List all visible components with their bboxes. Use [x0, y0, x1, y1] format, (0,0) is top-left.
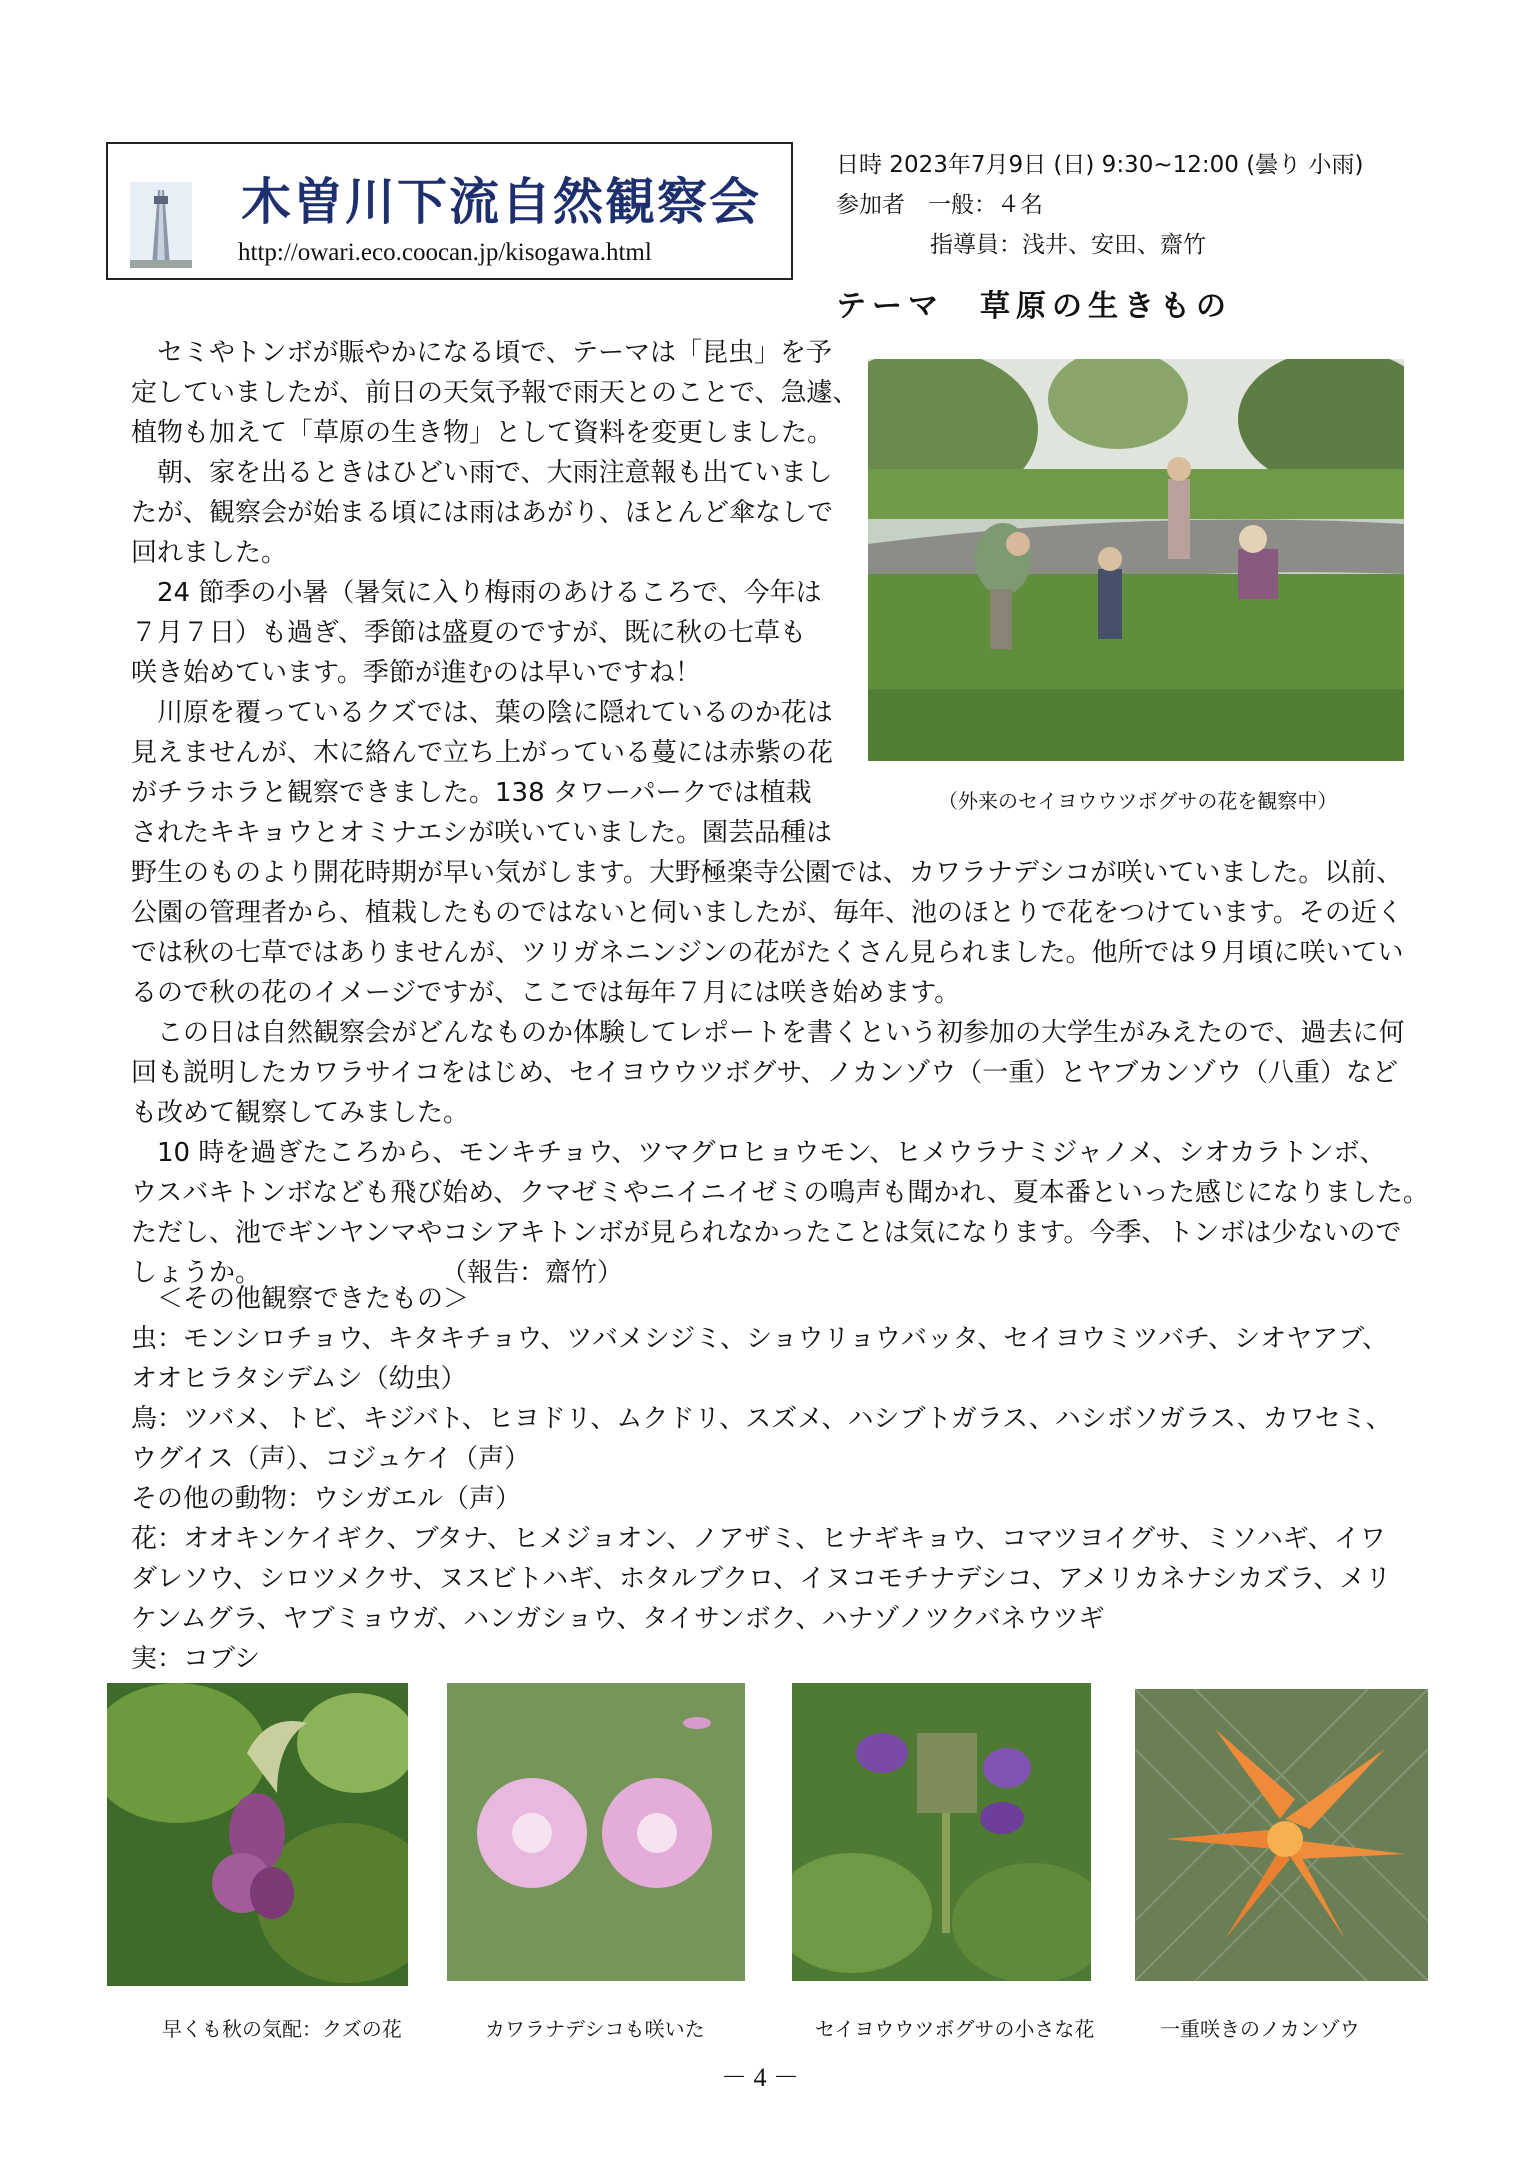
observations-heading: ＜その他観察できたもの＞ [131, 1284, 470, 1314]
report-line: 川原を覆っているクズでは、葉の陰に隠れているのか花は [131, 698, 833, 728]
event-participants: 参加者 一般：４名 [836, 192, 1043, 218]
report-line: たが、観察会が始まる頃には雨はあがり、ほとんど傘なしで [131, 498, 834, 528]
report-line: 見えませんが、木に絡んで立ち上がっている蔓には赤紫の花 [131, 738, 834, 768]
report-line: るので秋の花のイメージですが、ここでは毎年７月には咲き始めます。 [131, 978, 961, 1008]
report-body [131, 333, 1429, 1293]
observation-line: 実：コブシ [131, 1644, 260, 1674]
observation-line: 鳥：ツバメ、トビ、キジバト、ヒヨドリ、ムクドリ、スズメ、ハシブトガラス、ハシボソガラス、カワセミ、 [131, 1404, 1392, 1434]
report-line: 朝、家を出るときはひどい雨で、大雨注意報も出ていまし [131, 458, 833, 488]
page-number: － 4 － [721, 2063, 800, 2092]
photo-caption: セイヨウウツボグサの小さな花 [815, 2017, 1095, 2041]
report-line: も改めて観察してみました。 [131, 1098, 470, 1128]
observation-line: 虫：モンシロチョウ、キタキチョウ、ツバメシジミ、ショウリョウバッタ、セイヨウミツバチ、シオヤアブ、 [131, 1324, 1389, 1354]
report-line: セミやトンボが賑やかになる頃で、テーマは「昆虫」を予 [131, 338, 832, 368]
report-line: 回も説明したカワラサイコをはじめ、セイヨウウツボグサ、ノカンゾウ（一重）とヤブカンゾウ（八重）など [131, 1058, 1398, 1088]
report-line: 回れました。 [131, 538, 288, 568]
kudzu-flower-photo [107, 1683, 408, 1986]
report-line: この日は自然観察会がどんなものか体験してレポートを書くという初参加の大学生がみえたので、過去に何 [131, 1018, 1405, 1048]
observation-line: 花：オオキンケイギク、ブタナ、ヒメジョオン、ノアザミ、ヒナギキョウ、コマツヨイグサ、ミソハギ、イワ [131, 1524, 1386, 1554]
main-photo-caption: （外来のセイヨウウツボグサの花を観察中） [938, 789, 1338, 813]
report-line: 野生のものより開花時期が早い気がします。大野極楽寺公園では、カワラナデシコが咲いていました。以前、 [131, 858, 1403, 888]
report-line: がチラホラと観察できました。138 タワーパークでは植栽 [131, 778, 812, 808]
report-line: ７月７日）も過ぎ、季節は盛夏のですが、既に秋の七草も [131, 618, 806, 648]
report-last-line: しょうか。 [131, 1258, 262, 1288]
selfheal-flower-photo [792, 1683, 1091, 1981]
observation-line: その他の動物：ウシガエル（声） [131, 1484, 522, 1514]
observation-line: オオヒラタシデムシ（幼虫） [131, 1364, 467, 1394]
observation-line: ケンムグラ、ヤブミョウガ、ハンガショウ、タイサンボク、ハナゾノツクバネウツギ [131, 1604, 1105, 1634]
report-line: されたキキョウとオミナエシが咲いていました。園芸品種は [131, 818, 832, 848]
club-url[interactable]: http://owari.eco.coocan.jp/kisogawa.html [238, 239, 652, 266]
theme-title: テーマ 草原の生きもの [836, 289, 1232, 324]
report-line: ただし、池でギンヤンマやコシアキトンボが見られなかったことは気になります。今季、トンボは少ないので [131, 1218, 1402, 1248]
pink-flower-photo [447, 1683, 745, 1981]
photo-caption: 一重咲きのノカンゾウ [1160, 2017, 1360, 2041]
report-line: 咲き始めています。季節が進むのは早いですね！ [131, 658, 701, 688]
report-line: 定していましたが、前日の天気予報で雨天とのことで、急遽、 [131, 378, 859, 408]
club-title: 木曽川下流自然観察会 [241, 173, 761, 231]
event-datetime: 日時 2023年7月9日 (日) 9:30~12:00 (曇り 小雨) [836, 152, 1364, 178]
observation-line: ウグイス（声）、コジュケイ（声） [131, 1444, 531, 1474]
observation-line: ダレソウ、シロツメクサ、ヌスビトハギ、ホタルブクロ、イヌコモチナデシコ、アメリカネナシカズラ、メリ [131, 1564, 1392, 1594]
report-signature: （報告：齋竹） [441, 1258, 624, 1288]
report-line: 植物も加えて「草原の生き物」として資料を変更しました。 [131, 418, 834, 448]
report-line: 10 時を過ぎたころから、モンキチョウ、ツマグロヒョウモン、ヒメウラナミジャノメ、シオカラトンボ、 [131, 1138, 1386, 1168]
photo-caption: カワラナデシコも咲いた [485, 2017, 705, 2041]
other-observations [131, 1279, 1392, 1679]
report-line: 公園の管理者から、植栽したものではないと伺いましたが、毎年、池のほとりで花をつけています。その近く [131, 898, 1403, 928]
report-line: 24 節季の小暑（暑気に入り梅雨のあけるころで、今年は [131, 578, 822, 608]
report-line: ウスバキトンボなども飛び始め、クマゼミやニイニイゼミの鳴声も聞かれ、夏本番といった感じになりました。 [131, 1178, 1429, 1208]
tower-logo [130, 182, 192, 268]
event-guides: 指導員：浅井、安田、齋竹 [930, 232, 1206, 258]
daylily-flower-photo [1135, 1689, 1428, 1981]
report-line: では秋の七草ではありませんが、ツリガネニンジンの花がたくさん見られました。他所では９月頃に咲いてい [131, 938, 1404, 968]
header-box [106, 142, 793, 280]
photo-caption: 早くも秋の気配：クズの花 [162, 2017, 402, 2041]
